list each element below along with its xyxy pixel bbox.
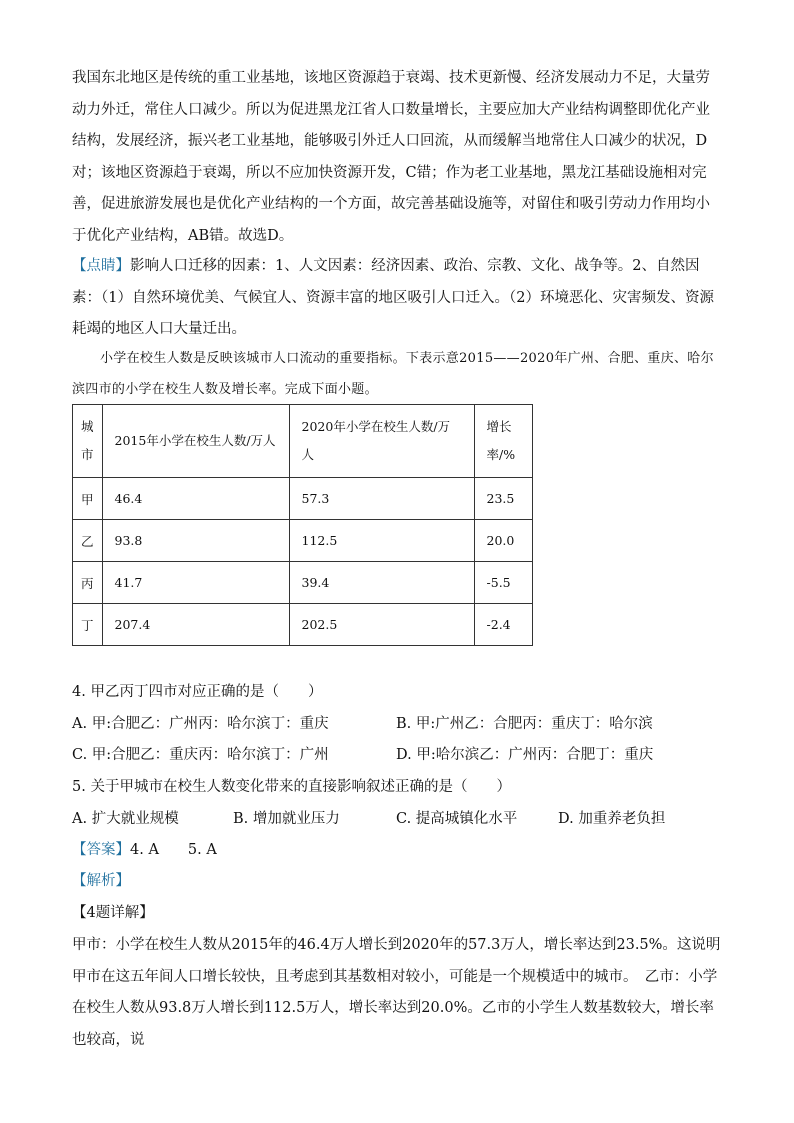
q4-option-a: A. 甲:合肥乙：广州丙：哈尔滨丁：重庆 xyxy=(72,716,329,732)
growth-value: 23.5 xyxy=(474,478,532,520)
answer-text: 4. A 5. A xyxy=(130,842,217,858)
q4-option-b: B. 甲:广州乙：合肥丙：重庆丁：哈尔滨 xyxy=(396,716,653,732)
table-row xyxy=(73,520,533,562)
tip-text: 影响人口迁移的因素：1、人文因素：经济因素、政治、宗教、文化、战争等。2、自然因素：（1）自然环境优美、气候宜人、资源丰富的地区吸引人口迁入。（2）环境恶化、灾害频发、资源耗竭的地区人口大量迁出。 xyxy=(72,258,714,337)
table-row xyxy=(73,562,533,604)
value-2015: 207.4 xyxy=(102,604,289,646)
q4-option-d: D. 甲:哈尔滨乙：广州丙：合肥丁：重庆 xyxy=(396,747,654,763)
city-cell: 甲 xyxy=(73,478,103,520)
analysis-tag: 【解析】 xyxy=(72,873,130,889)
city-cell: 丁 xyxy=(73,604,103,646)
growth-value: 20.0 xyxy=(474,520,532,562)
value-2020: 39.4 xyxy=(289,562,474,604)
answer-line xyxy=(72,840,217,860)
q5-option-a: A. 扩大就业规模 xyxy=(72,811,179,827)
q5-option-d: D. 加重养老负担 xyxy=(558,811,666,827)
header-2020: 2020年小学在校生人数/万人 xyxy=(289,405,474,478)
detail-paragraph: 甲市：小学在校生人数从2015年的46.4万人增长到2020年的57.3万人，增长率达到23.5%。这说明甲市在这五年间人口增长较快，且考虑到其基数相对较小，可能是一个规模适中的城市。 乙市：小学在校生人数从93.8万人增长到112.5万人，增长率达到20.0%。乙市的小学生人数基数较大，增长率也较高，说 xyxy=(72,937,721,1048)
detail-tag: 【4题详解】 xyxy=(72,905,154,921)
answer-tag: 【答案】 xyxy=(72,842,130,858)
growth-value: -5.5 xyxy=(474,562,532,604)
value-2015: 46.4 xyxy=(102,478,289,520)
analysis-paragraph: 我国东北地区是传统的重工业基地，该地区资源趋于衰竭、技术更新慢、经济发展动力不足，大量劳动力外迁，常住人口减少。所以为促进黑龙江省人口数量增长，主要应加大产业结构调整即优化产业结构，发展经济，振兴老工业基地，能够吸引外迁人口回流，从而缓解当地常住人口减少的状况，D对；该地区资源趋于衰竭，所以不应加快资源开发，C错；作为老工业基地，黑龙江基础设施相对完善，促进旅游发展也是优化产业结构的一个方面，故完善基础设施等，对留住和吸引劳动力作用均小于优化产业结构，AB错。故选D。 xyxy=(72,70,710,244)
tip-block xyxy=(72,251,722,346)
value-2020: 202.5 xyxy=(289,604,474,646)
value-2015: 93.8 xyxy=(102,520,289,562)
city-cell: 丙 xyxy=(73,562,103,604)
question-intro xyxy=(72,343,722,405)
intro-text: 小学在校生人数是反映该城市人口流动的重要指标。下表示意2015——2020年广州、合肥、重庆、哈尔滨四市的小学在校生人数及增长率。完成下面小题。 xyxy=(72,351,714,397)
table-row xyxy=(73,604,533,646)
q4-option-c: C. 甲:合肥乙：重庆丙：哈尔滨丁：广州 xyxy=(72,747,329,763)
value-2020: 57.3 xyxy=(289,478,474,520)
q5-option-b: B. 增加就业压力 xyxy=(233,811,340,827)
header-growth: 增长率/% xyxy=(474,405,532,478)
data-table xyxy=(72,404,533,646)
table-header-row xyxy=(73,405,533,478)
tip-tag: 【点睛】 xyxy=(72,258,130,274)
city-cell: 乙 xyxy=(73,520,103,562)
header-2015: 2015年小学在校生人数/万人 xyxy=(102,405,289,478)
value-2020: 112.5 xyxy=(289,520,474,562)
value-2015: 41.7 xyxy=(102,562,289,604)
question-5-stem: 5. 关于甲城市在校生人数变化带来的直接影响叙述正确的是（ ） xyxy=(72,779,511,795)
q5-option-c: C. 提高城镇化水平 xyxy=(396,811,518,827)
question-4-stem: 4. 甲乙丙丁四市对应正确的是（ ） xyxy=(72,684,323,700)
growth-value: -2.4 xyxy=(474,604,532,646)
header-city: 城市 xyxy=(73,405,103,478)
table-row xyxy=(73,478,533,520)
